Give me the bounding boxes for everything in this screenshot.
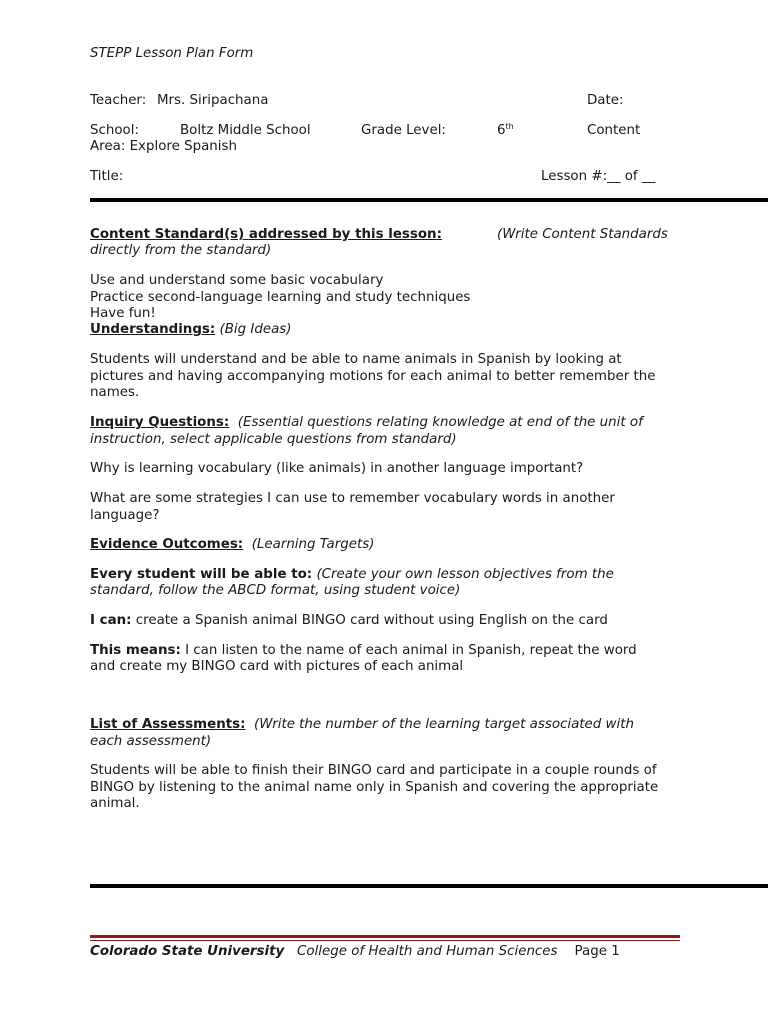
i-can-text: create a Spanish animal BINGO card without using English on the card bbox=[135, 613, 608, 628]
standard-item: Practice second-language learning and study techniques bbox=[90, 290, 471, 305]
title-label: Title: bbox=[90, 169, 124, 184]
understandings-text: pictures and having accompanying motions for each animal to better remember the bbox=[90, 369, 656, 384]
form-title: STEPP Lesson Plan Form bbox=[90, 46, 254, 61]
this-means-text-cont: and create my BINGO card with pictures of each animal bbox=[90, 659, 464, 674]
every-student-note-cont: standard, follow the ABCD format, using student voice) bbox=[90, 583, 461, 598]
inquiry-note: (Essential questions relating knowledge at end of the unit of bbox=[237, 415, 643, 430]
evidence-heading: Evidence Outcomes: bbox=[90, 537, 244, 552]
footer-university: Colorado State University bbox=[90, 944, 285, 959]
grade-label: Grade Level: bbox=[361, 123, 446, 138]
content-label: Content bbox=[587, 123, 641, 138]
inquiry-heading: Inquiry Questions: bbox=[90, 415, 230, 430]
every-student-line bbox=[90, 567, 614, 582]
grade-value bbox=[497, 123, 514, 138]
grade-suffix: th bbox=[505, 122, 514, 131]
footer-page-number: Page 1 bbox=[574, 944, 620, 959]
assessments-text: Students will be able to finish their BINGO card and participate in a couple rounds of bbox=[90, 763, 657, 778]
standard-item: Have fun! bbox=[90, 306, 156, 321]
inquiry-question-cont: language? bbox=[90, 508, 160, 523]
standard-item: Use and understand some basic vocabulary bbox=[90, 273, 384, 288]
school-name: Boltz Middle School bbox=[180, 123, 311, 138]
assessments-heading: List of Assessments: bbox=[90, 717, 246, 732]
grade-number: 6 bbox=[497, 123, 506, 138]
assessments-note: (Write the number of the learning target associated with bbox=[253, 717, 634, 732]
lesson-number: Lesson #:__ of __ bbox=[541, 169, 656, 184]
inquiry-line bbox=[90, 415, 643, 430]
content-area bbox=[90, 139, 237, 154]
every-student-label: Every student will be able to: bbox=[90, 567, 313, 582]
footer-line bbox=[90, 944, 620, 959]
footer-rule-thick bbox=[90, 935, 680, 938]
content-standards-note: (Write Content Standards bbox=[497, 227, 668, 242]
footer-rule-thin bbox=[90, 940, 680, 941]
evidence-line bbox=[90, 537, 374, 552]
inquiry-note-cont: instruction, select applicable questions from standard) bbox=[90, 432, 457, 447]
date-label: Date: bbox=[587, 93, 624, 108]
i-can-label: I can: bbox=[90, 613, 132, 628]
assessments-text: animal. bbox=[90, 796, 140, 811]
header-divider bbox=[90, 198, 768, 202]
understandings-line bbox=[90, 322, 292, 337]
this-means-label: This means: bbox=[90, 643, 181, 658]
understandings-note: (Big Ideas) bbox=[219, 322, 292, 337]
content-area-value: Explore Spanish bbox=[129, 139, 237, 154]
every-student-note: (Create your own lesson objectives from the bbox=[316, 567, 614, 582]
teacher-label: Teacher: bbox=[90, 93, 147, 108]
assessments-text: BINGO by listening to the animal name only in Spanish and covering the appropriate bbox=[90, 780, 659, 795]
understandings-text: Students will understand and be able to name animals in Spanish by looking at bbox=[90, 352, 622, 367]
i-can-line bbox=[90, 613, 608, 628]
content-area-label: Area: bbox=[90, 139, 126, 154]
this-means-line bbox=[90, 643, 637, 658]
assessments-note-cont: each assessment) bbox=[90, 734, 212, 749]
inquiry-question: Why is learning vocabulary (like animals) in another language important? bbox=[90, 461, 584, 476]
this-means-text: I can listen to the name of each animal in Spanish, repeat the word bbox=[185, 643, 637, 658]
content-standards-note-cont: directly from the standard) bbox=[90, 243, 272, 258]
content-end-divider bbox=[90, 884, 768, 888]
teacher-name: Mrs. Siripachana bbox=[157, 93, 269, 108]
inquiry-question: What are some strategies I can use to remember vocabulary words in another bbox=[90, 491, 615, 506]
evidence-note: (Learning Targets) bbox=[251, 537, 375, 552]
assessments-line bbox=[90, 717, 634, 732]
understandings-heading: Understandings: bbox=[90, 322, 216, 337]
school-label: School: bbox=[90, 123, 139, 138]
footer-college: College of Health and Human Sciences bbox=[297, 944, 558, 959]
content-standards-heading: Content Standard(s) addressed by this lesson: bbox=[90, 227, 442, 242]
understandings-text: names. bbox=[90, 385, 140, 400]
